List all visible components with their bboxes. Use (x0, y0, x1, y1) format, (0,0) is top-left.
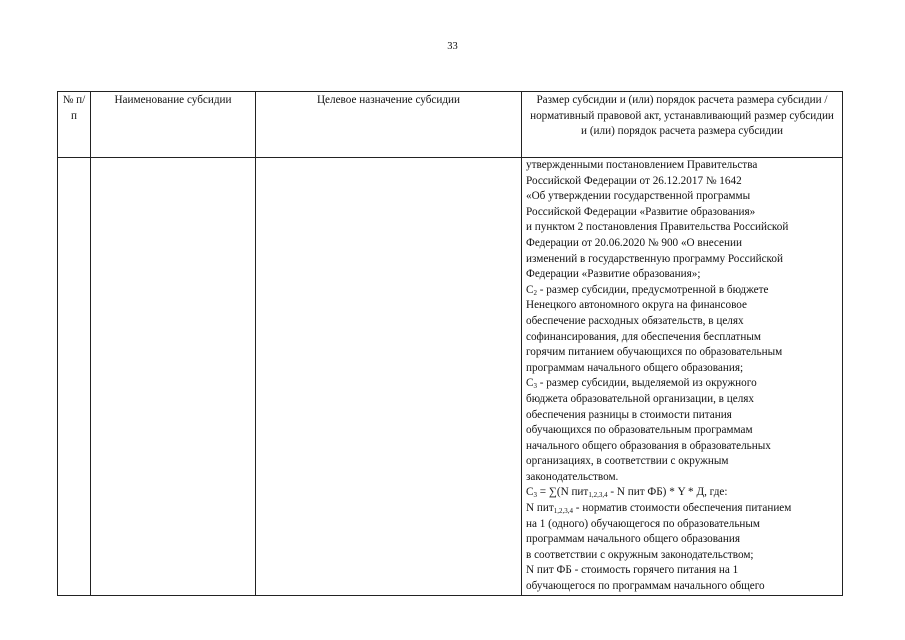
formula-lhs: С (526, 486, 534, 499)
page-number: 33 (447, 41, 458, 52)
formula-line (526, 485, 838, 501)
n-subscript: 1,2,3,4 (553, 507, 573, 516)
formula-part1: = ∑(N пит (536, 486, 589, 499)
n-text: - норматив стоимости обеспечения питанием (573, 502, 792, 515)
size-text (522, 158, 842, 595)
n-definition-line (526, 501, 838, 517)
text-line: Федерации «Развитие образования»; (526, 268, 701, 281)
header-purpose (256, 92, 522, 158)
table-row (58, 158, 843, 596)
text-line: обеспечения разницы в стоимости питания (526, 408, 732, 421)
text-line: софинансирования, для обеспечения бесплатным (526, 330, 761, 343)
header-number (58, 92, 91, 158)
table-header-row (58, 92, 843, 158)
text-line: обучающихся по образовательным программам (526, 424, 753, 437)
text-line: бюджета образовательной организации, в целях (526, 392, 755, 405)
text-line: на 1 (одного) обучающегося по образовательным (526, 517, 761, 530)
header-size-text: Размер субсидии и (или) порядок расчета размера субсидии / нормативный правовой акт, устанавливающий размер субсидии и (или) порядок расчета размера субсидии (530, 94, 834, 138)
text-line: Российской Федерации «Развитие образования» (526, 205, 756, 218)
text-line: Российской Федерации от 26.12.2017 № 1642 (526, 174, 742, 187)
formula-part2: - N пит ФБ) * Y * Д, где: (607, 486, 728, 499)
c2-text: - размер субсидии, предусмотренной в бюджете (536, 283, 769, 296)
c3-subscript: 3 (533, 382, 537, 391)
text-line: изменений в государственную программу Российской (526, 252, 783, 265)
text-line: программам начального общего образования (526, 533, 740, 546)
cell-number (58, 158, 91, 596)
text-line: в соответствии с окружным законодательством; (526, 548, 754, 561)
text-line: обучающегося по программам начального общего (526, 580, 765, 593)
subsidy-table (57, 91, 843, 596)
text-line: горячим питанием обучающихся по образовательным (526, 346, 783, 359)
c2-subscript: 2 (533, 288, 537, 297)
text-line: утвержденными постановлением Правительства (526, 159, 758, 171)
text-line: «Об утверждении государственной программы (526, 190, 751, 203)
header-name-text: Наименование субсидии (114, 94, 232, 106)
cell-purpose (256, 158, 522, 596)
formula-lhs-subscript: 3 (533, 491, 537, 500)
text-line: Ненецкого автономного округа на финансовое (526, 299, 747, 312)
header-purpose-text: Целевое назначение субсидии (316, 94, 461, 106)
text-line: и пунктом 2 постановления Правительства Российской (526, 221, 789, 234)
c3-text: - размер субсидии, выделяемой из окружного (536, 377, 757, 390)
text-line: обеспечение расходных обязательств, в целях (526, 314, 744, 327)
text-line: законодательством. (526, 470, 619, 483)
header-size (522, 92, 843, 158)
text-line: Федерации от 20.06.2020 № 900 «О внесении (526, 236, 742, 249)
c2-definition-line (526, 283, 838, 299)
header-name (91, 92, 256, 158)
cell-name (91, 158, 256, 596)
cell-size (522, 158, 843, 596)
c2-symbol: С (526, 283, 534, 296)
text-line: начального общего образования в образовательных (526, 439, 771, 452)
text-line: программам начального общего образования; (526, 361, 744, 374)
c3-definition-line (526, 376, 838, 392)
c3-symbol: С (526, 377, 534, 390)
text-line: организациях, в соответствии с окружным (526, 455, 729, 468)
text-line: N пит ФБ - стоимость горячего питания на 1 (526, 564, 739, 577)
formula-subscript: 1,2,3,4 (588, 491, 608, 500)
header-number-text: № п/п (62, 94, 86, 122)
n-symbol: N пит (526, 502, 554, 515)
